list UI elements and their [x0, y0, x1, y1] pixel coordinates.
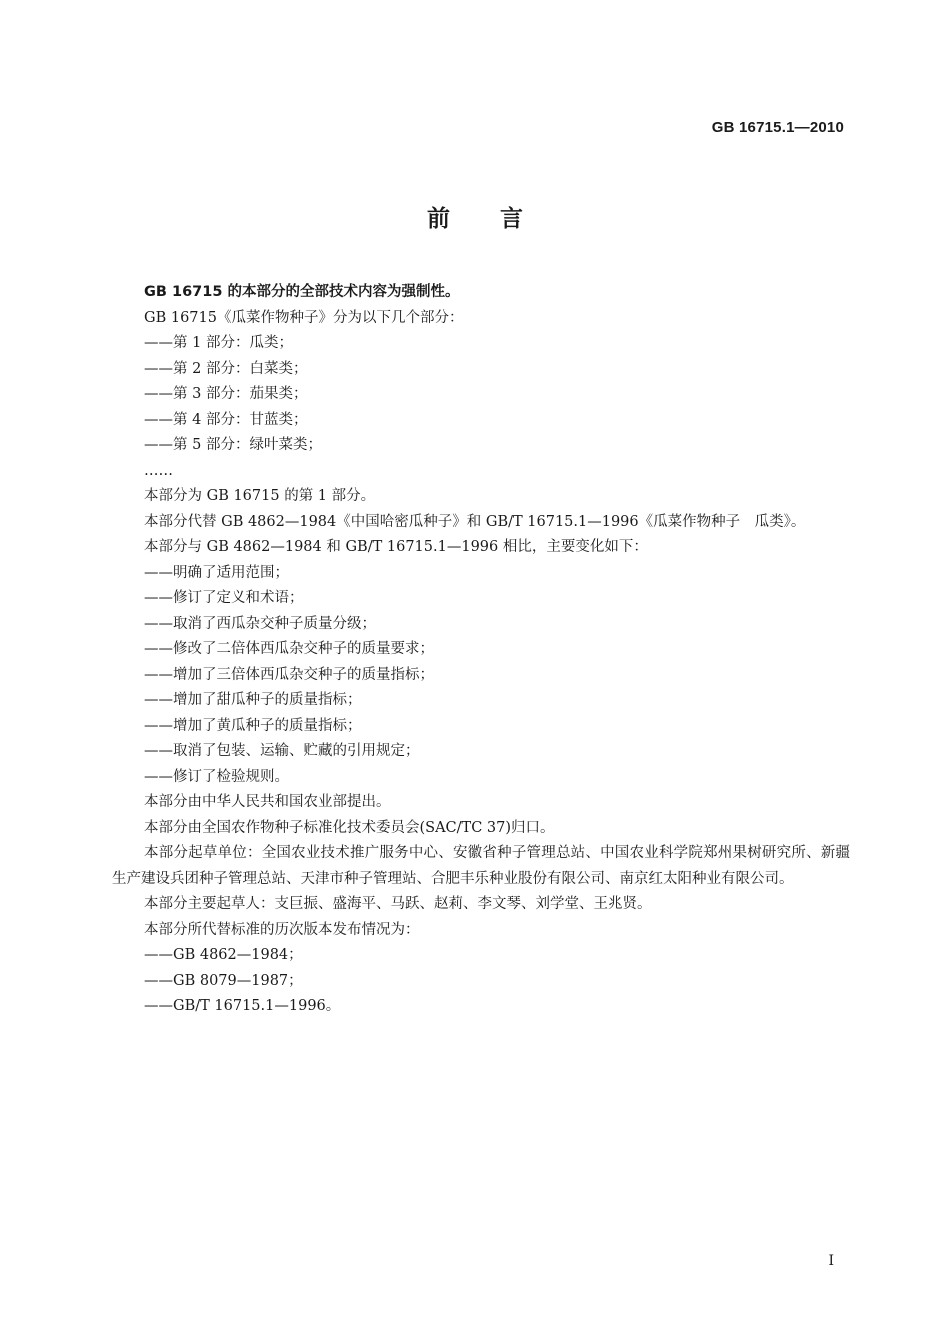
list-item-change: ——明确了适用范围；	[144, 564, 289, 581]
page-number: I	[828, 1253, 834, 1269]
page-title: 前言	[427, 206, 573, 232]
foreword-body	[112, 280, 850, 1020]
list-item-part: ——第 5 部分：绿叶菜类；	[144, 437, 322, 453]
ellipsis: ……	[144, 462, 173, 479]
standard-code: GB 16715.1—2010	[711, 119, 844, 136]
list-item-history: ——GB/T 16715.1—1996。	[144, 998, 341, 1014]
paragraph-under-jurisdiction: 本部分由全国农作物种子标准化技术委员会(SAC/TC 37)归口。	[144, 819, 555, 836]
paragraph-proposed-by: 本部分由中华人民共和国农业部提出。	[144, 794, 391, 810]
list-item-part: ——第 2 部分：白菜类；	[144, 360, 308, 377]
list-item-history: ——GB 8079—1987；	[144, 972, 303, 989]
paragraph-drafting-units: 本部分起草单位：全国农业技术推广服务中心、安徽省种子管理总站、中国农业科学院郑州果树研究所、新疆生产建设兵团种子管理总站、天津市种子管理站、合肥丰乐种业股份有限公司、南京红太阳种业有限公司。	[112, 845, 850, 887]
paragraph-parts-intro: GB 16715《瓜菜作物种子》分为以下几个部分：	[144, 309, 464, 326]
list-item-part: ——第 1 部分：瓜类；	[144, 335, 293, 351]
list-item-change: ——增加了黄瓜种子的质量指标；	[144, 717, 362, 734]
paragraph-history-intro: 本部分所代替标准的历次版本发布情况为：	[144, 921, 420, 938]
list-item-history: ——GB 4862—1984；	[144, 947, 303, 963]
paragraph-replaces: 本部分代替 GB 4862—1984《中国哈密瓜种子》和 GB/T 16715.1—1996《瓜菜作物种子 瓜类》。	[144, 513, 806, 530]
list-item-change: ——修订了检验规则。	[144, 768, 289, 785]
paragraph-main-drafters: 本部分主要起草人：支巨振、盛海平、马跃、赵莉、李文琴、刘学堂、王兆贤。	[144, 896, 652, 912]
list-item-change: ——取消了西瓜杂交种子质量分级；	[144, 615, 376, 632]
list-item-change: ——增加了三倍体西瓜杂交种子的质量指标；	[144, 666, 434, 683]
list-item-change: ——增加了甜瓜种子的质量指标；	[144, 692, 362, 708]
list-item-change: ——修改了二倍体西瓜杂交种子的质量要求；	[144, 641, 434, 657]
list-item-part: ——第 3 部分：茄果类；	[144, 386, 308, 402]
list-item-part: ——第 4 部分：甘蓝类；	[144, 411, 308, 428]
paragraph-changes-intro: 本部分与 GB 4862—1984 和 GB/T 16715.1—1996 相比，主要变化如下：	[144, 539, 648, 555]
paragraph-part-number: 本部分为 GB 16715 的第 1 部分。	[144, 488, 376, 504]
paragraph-mandatory-statement: GB 16715 的本部分的全部技术内容为强制性。	[144, 284, 460, 300]
list-item-change: ——修订了定义和术语；	[144, 590, 304, 606]
list-item-change: ——取消了包装、运输、贮藏的引用规定；	[144, 743, 420, 759]
